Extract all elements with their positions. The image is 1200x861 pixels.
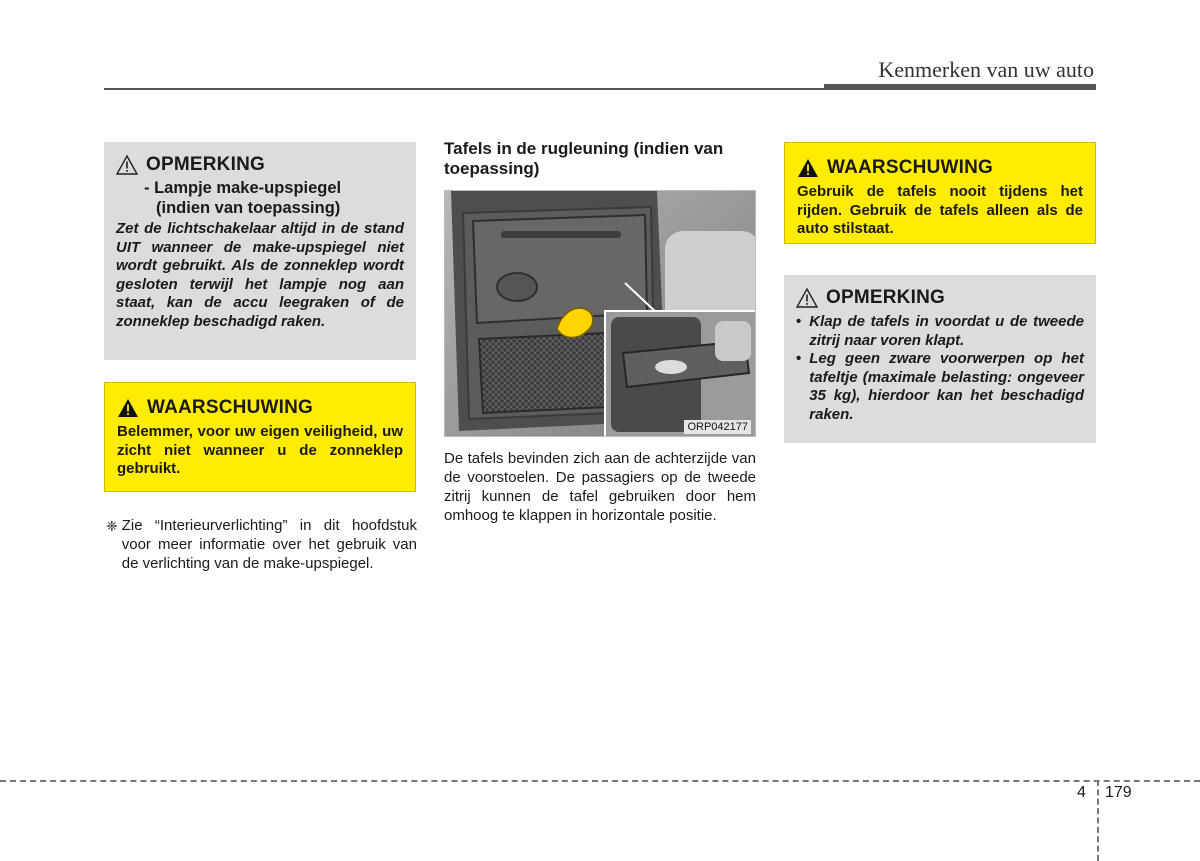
- note-subtitle: - Lampje make-upspiegel: [144, 179, 342, 197]
- note-title: OPMERKING: [826, 287, 945, 308]
- seatback-table-illustration: [445, 191, 756, 437]
- warning-body: Belemmer, voor uw eigen veiligheid, uw zicht niet wanneer u de zonneklep gebruikt.: [117, 423, 403, 477]
- bullet-text: Klap de tafels in voordat u de tweede zitrij naar voren klapt.: [809, 313, 1084, 349]
- footnote: [106, 516, 417, 573]
- bullet-text: Leg geen zware voorwerpen op het tafeltje (maximale belasting: ongeveer 35 kg), hierdoor kan het beschadigd raken.: [809, 350, 1084, 423]
- warning-box-sunvisor: [104, 382, 416, 492]
- warning-title-row: [797, 157, 1083, 179]
- note-title-row: [116, 154, 404, 176]
- footer-divider: [0, 780, 1200, 782]
- list-item: [796, 350, 1084, 424]
- figure-code-label: ORP042177: [684, 420, 751, 434]
- warning-box-tables: [784, 142, 1096, 244]
- footnote-text: Zie “Interieurverlichting” in dit hoofdstuk voor meer informatie over het gebruik van de verlichting van de make-upspiegel.: [121, 517, 417, 572]
- section-heading: Tafels in de rugleuning (indien van toepassing): [444, 139, 724, 178]
- seatback-table-figure: [444, 190, 756, 437]
- footer-vertical-divider: [1097, 780, 1099, 861]
- header-title: Kenmerken van uw auto: [878, 57, 1094, 82]
- note-title-row: [796, 287, 1084, 309]
- bullet-dot: •: [796, 350, 802, 367]
- caution-outline-icon: [116, 155, 138, 175]
- note-subtitle-condition: (indien van toepassing): [156, 199, 341, 217]
- warning-icon: [117, 398, 139, 418]
- warning-title-row: [117, 397, 403, 419]
- note-bullet-list: [796, 313, 1084, 424]
- chapter-number: 4: [1077, 784, 1086, 801]
- footnote-symbol: ❈: [106, 518, 118, 534]
- warning-body: Gebruik de tafels nooit tijdens het rijden. Gebruik de tafels alleen als de auto stilstaat.: [797, 183, 1083, 237]
- page-number: 179: [1105, 784, 1132, 801]
- bullet-dot: •: [796, 313, 802, 330]
- warning-title: WAARSCHUWING: [827, 157, 993, 178]
- list-item: [796, 313, 1084, 350]
- caution-outline-icon: [796, 288, 818, 308]
- tables-description: De tafels bevinden zich aan de achterzijde van de voorstoelen. De passagiers op de tweede zitrij kunnen de tafel gebruiken door hem omhoog te klappen in horizontale positie.: [444, 450, 756, 524]
- note-body: Zet de lichtschakelaar altijd in de stand UIT wanneer de make-upspiegel niet wordt gebruikt. Als de zonneklep wordt gesloten terwijl het lampje nog aan staat, kan de accu leegraken of de zonneklep beschadigd raken.: [116, 220, 404, 330]
- warning-title: WAARSCHUWING: [147, 397, 313, 418]
- header-rule-accent: [824, 84, 1096, 90]
- note-box-tables: [784, 275, 1096, 443]
- note-box-vanity-light: [104, 142, 416, 360]
- warning-icon: [797, 158, 819, 178]
- note-title: OPMERKING: [146, 154, 265, 175]
